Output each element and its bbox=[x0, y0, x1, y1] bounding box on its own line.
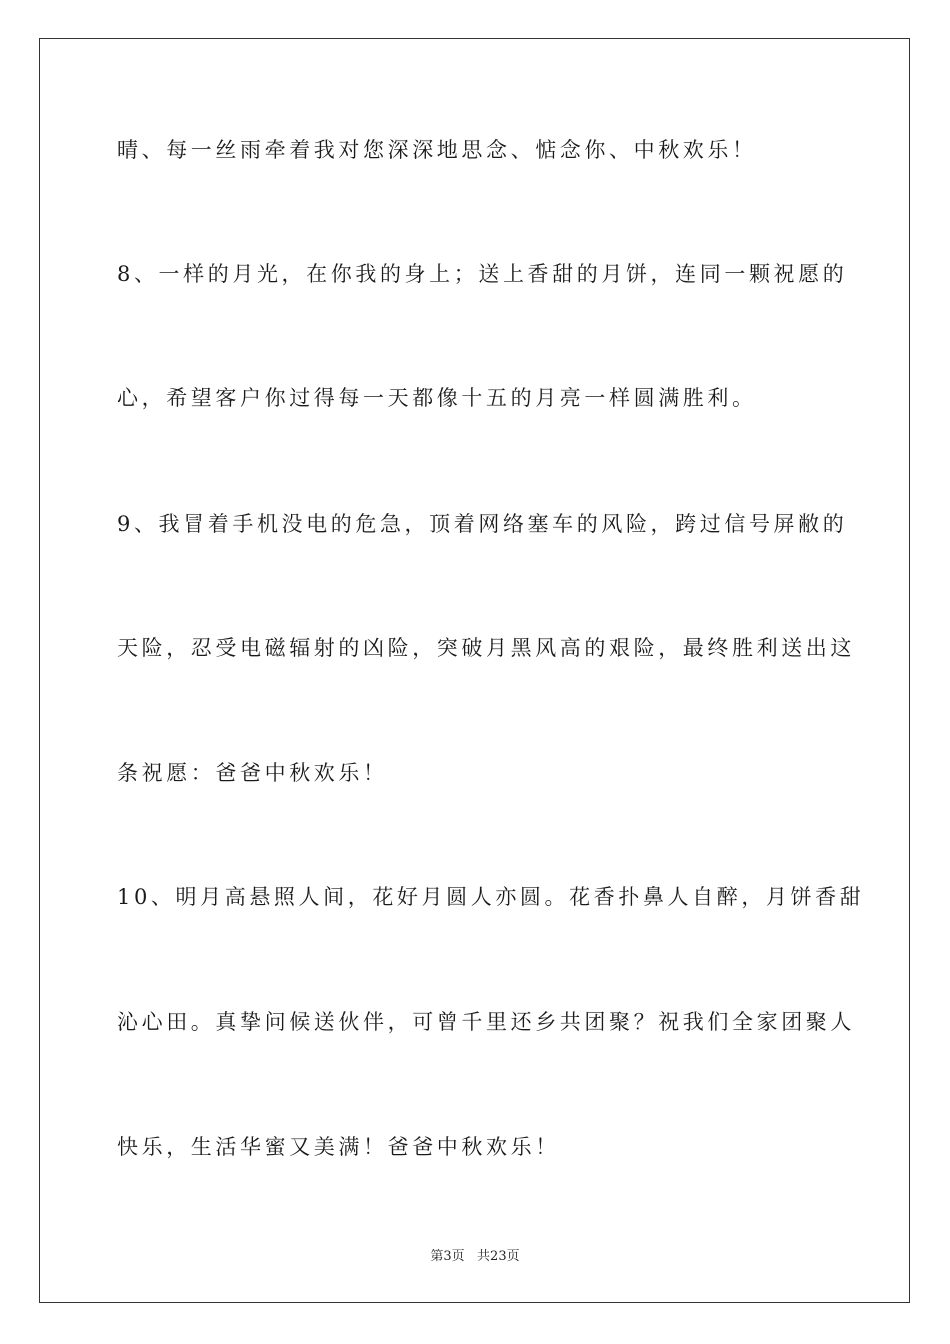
text-line: 晴、每一丝雨牵着我对您深深地思念、惦念你、中秋欢乐！ bbox=[117, 138, 757, 162]
text-line: 天险，忍受电磁辐射的凶险，突破月黑风高的艰险，最终胜利送出这 bbox=[117, 636, 855, 660]
text-line: 10、明月高悬照人间，花好月圆人亦圆。花香扑鼻人自醉，月饼香甜 bbox=[117, 885, 865, 909]
text-line: 9、我冒着手机没电的危急，顶着网络塞车的风险，跨过信号屏敝的 bbox=[117, 512, 848, 536]
text-line: 心，希望客户你过得每一天都像十五的月亮一样圆满胜利。 bbox=[117, 386, 757, 410]
text-line: 8、一样的月光，在你我的身上；送上香甜的月饼，连同一颗祝愿的 bbox=[117, 262, 848, 286]
text-line: 快乐，生活华蜜又美满！爸爸中秋欢乐！ bbox=[117, 1135, 560, 1159]
page-border bbox=[39, 38, 910, 1303]
text-line: 沁心田。真挚问候送伙伴，可曾千里还乡共团聚？祝我们全家团聚人 bbox=[117, 1010, 855, 1034]
text-line: 条祝愿：爸爸中秋欢乐！ bbox=[117, 761, 388, 785]
page-number-footer: 第3页 共23页 bbox=[430, 1249, 520, 1264]
